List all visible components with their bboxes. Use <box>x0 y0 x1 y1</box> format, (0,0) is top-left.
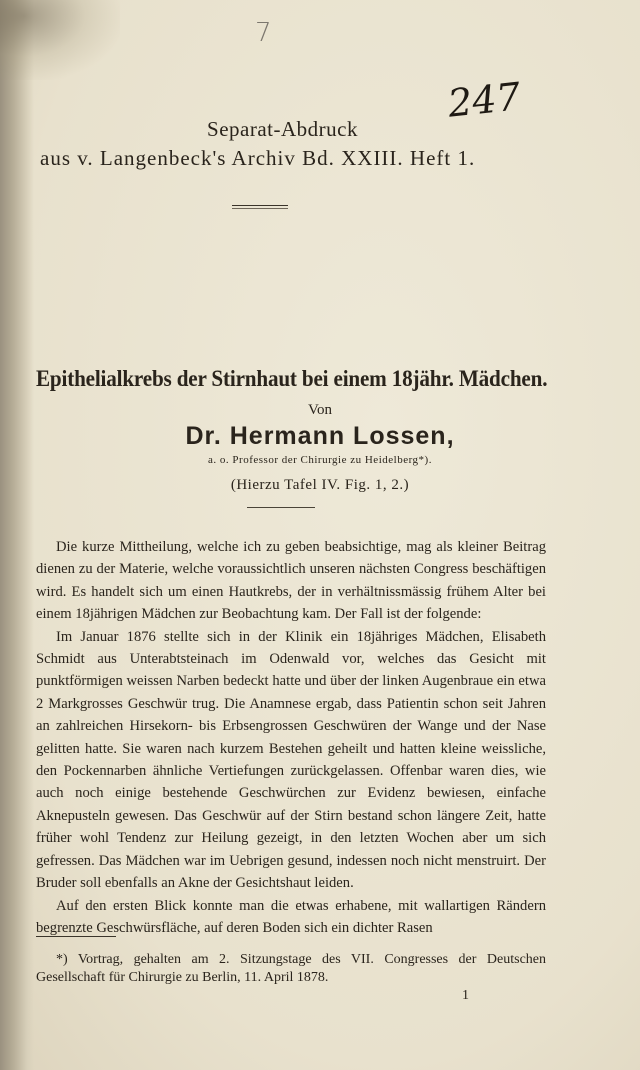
corner-stain <box>0 0 120 80</box>
author-name: Dr. Hermann Lossen, <box>185 422 455 450</box>
offprint-source: aus v. Langenbeck's Archiv Bd. XXIII. Heft 1. <box>40 146 476 170</box>
plate-reference: (Hierzu Tafel IV. Fig. 1, 2.) <box>230 477 410 493</box>
paragraph: Im Januar 1876 stellte sich in der Klinik ein 18jähriges Mädchen, Elisabeth Schmidt aus Unterabtsteinach im Odenwald vor, welches das Gesicht mit punktförmigen weissen Narben bedeckt hatte und über der linken Augenbraue ein etwa 2 Markgrosses Geschwür trug. Die Anamnese ergab, dass Patientin schon seit Jahren an zahlreichen Hirsekorn- bis Erbsengrossen Geschwüren der Wange und der Nase gelitten hatte. Sie waren nach kurzem Bestehen geheilt und hatten kleine weissliche, den Pockennarben ähnliche Vertiefungen zurückgelassen. Offenbar waren dies, wie auch noch einige bestehende Geschwürchen zur Evidenz bewiesen, einfache Aknepusteln gewesen. Das Geschwür auf der Stirn bestand schon längere Zeit, hatte früher wohl Tendenz zur Heilung gezeigt, in den letzten Wochen aber um sich gefressen. Das Mädchen war im Uebrigen gesund, indessen noch nicht menstruirt. Der Bruder soll ebenfalls an Akne der Gesichtshaut leiden. <box>36 628 546 892</box>
divider-rule <box>232 208 288 209</box>
footnote-rule <box>36 936 116 937</box>
byline-von: Von <box>308 402 332 418</box>
binding-edge <box>0 0 34 1070</box>
divider-rule <box>232 205 288 206</box>
footnote <box>36 951 546 987</box>
divider-rule <box>247 507 315 508</box>
article-body <box>36 536 546 939</box>
signature-mark: 1 <box>462 988 469 1003</box>
paragraph: Die kurze Mittheilung, welche ich zu geben beabsichtige, mag als kleiner Beitrag dienen zu der Materie, welche voraussichtlich unseren nächsten Congress beschäftigen wird. Es handelt sich um einen Hautkrebs, der in verhältnissmässig frühem Alter bei einem 18jährigen Mädchen zur Beobachtung kam. Der Fall ist der folgende: <box>36 539 546 623</box>
author-affiliation: a. o. Professor der Chirurgie zu Heidelberg*). <box>208 454 432 466</box>
offprint-title: Separat-Abdruck <box>207 117 358 141</box>
handwritten-mark: 247 <box>445 74 523 126</box>
footnote-text: *) Vortrag, gehalten am 2. Sitzungstage des VII. Congresses der Deutschen Gesellschaft für Chirurgie zu Berlin, 11. April 1878. <box>36 952 546 985</box>
page-number: 7 <box>255 18 272 48</box>
article-title: Epithelialkrebs der Stirnhaut bei einem 18jähr. Mädchen. <box>36 366 548 391</box>
paragraph: Auf den ersten Blick konnte man die etwas erhabene, mit wallartigen Rändern begrenzte Geschwürsfläche, auf deren Boden sich ein dichter Rasen <box>36 897 546 936</box>
